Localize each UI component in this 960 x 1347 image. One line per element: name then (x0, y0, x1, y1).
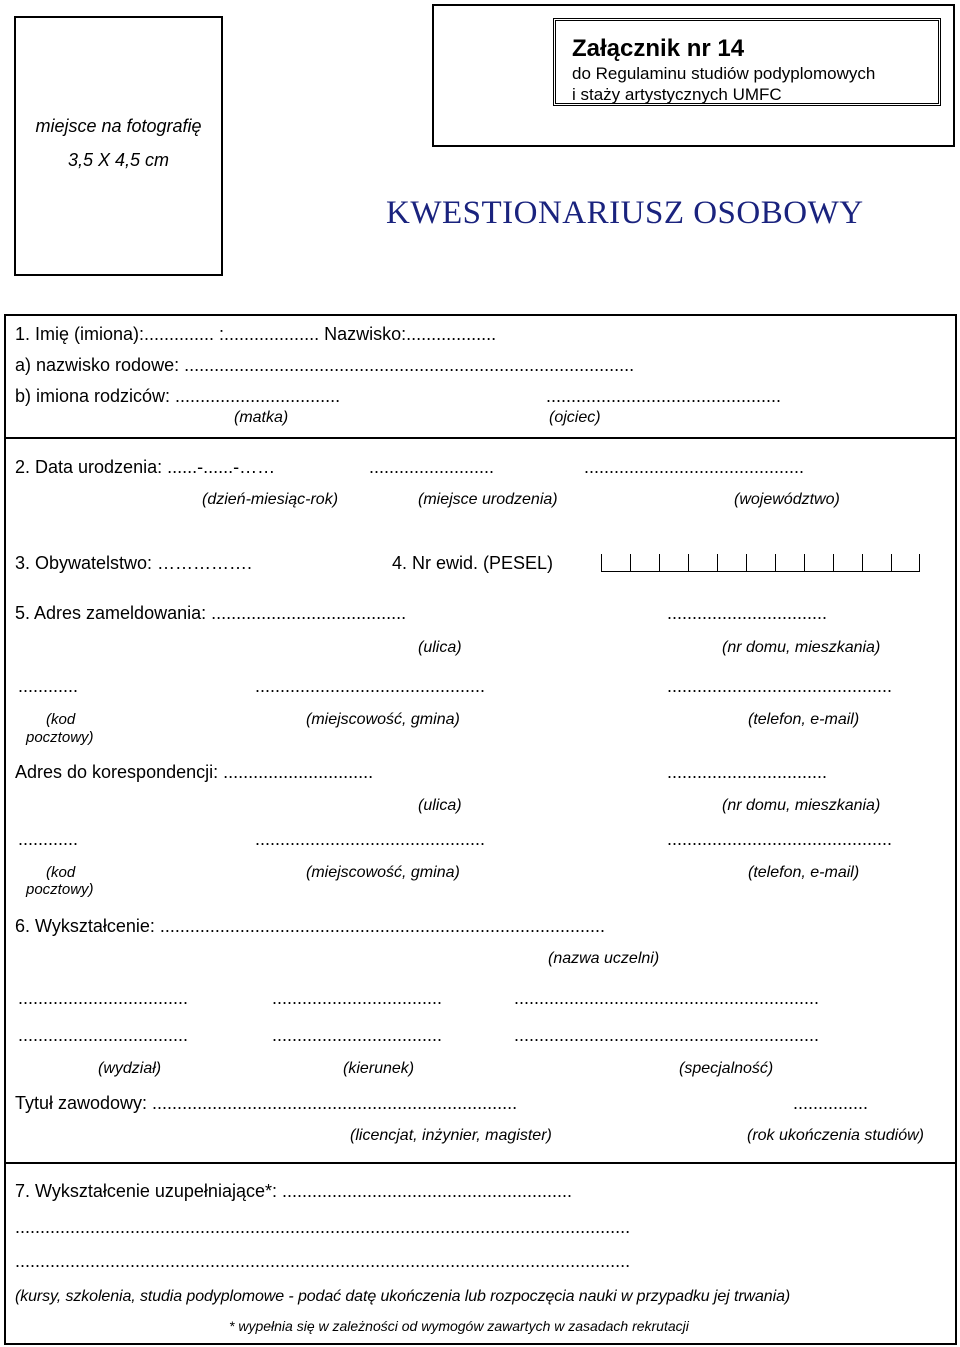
caption-year: (rok ukończenia studiów) (747, 1127, 924, 1144)
photo-placeholder (14, 16, 223, 276)
address-street-field[interactable]: 5. Adres zameldowania: ....................................... (15, 603, 407, 623)
name-field[interactable]: 1. Imię (imiona):.............. :................... Nazwisko:.................. (15, 324, 497, 344)
birth-place-field[interactable]: ......................... (369, 457, 495, 477)
caption-corr-phone: (telefon, e-mail) (748, 864, 860, 881)
father-name-field[interactable]: ............................................... (546, 386, 782, 406)
maiden-name-field[interactable]: a) nazwisko rodowe: .......................................................................................... (15, 355, 635, 375)
corr-street-field[interactable]: Adres do korespondencji: .............................. (15, 762, 374, 782)
caption-city: (miejscowość, gmina) (306, 711, 460, 728)
pesel-boxes[interactable] (601, 554, 924, 572)
additional-education-field[interactable]: 7. Wykształcenie uzupełniające*: .......................................................... (15, 1181, 573, 1201)
attachment-box (553, 18, 941, 106)
divider (4, 437, 957, 439)
pesel-digit-box[interactable] (891, 554, 920, 572)
citizenship-field[interactable]: 3. Obywatelstwo: ……………. (15, 553, 253, 573)
caption-corr-house: (nr domu, mieszkania) (722, 797, 881, 814)
caption-field: (kierunek) (343, 1060, 415, 1077)
attachment-line2: i staży artystycznych UMFC (572, 85, 782, 104)
pesel-digit-box[interactable] (833, 554, 862, 572)
photo-size: 3,5 X 4,5 cm (67, 150, 170, 170)
field-of-study-field[interactable]: .................................. (272, 988, 443, 1008)
caption-street: (ulica) (418, 639, 462, 656)
corr-city-field[interactable]: .............................................. (255, 829, 486, 849)
caption-place: (miejsce urodzenia) (418, 491, 558, 508)
caption-specialization: (specjalność) (679, 1060, 774, 1077)
pesel-digit-box[interactable] (862, 554, 891, 572)
photo-label: miejsce na fotografię (35, 116, 202, 136)
corr-postal-code-field[interactable]: ............ (18, 829, 79, 849)
caption-father: (ojciec) (549, 409, 601, 426)
field-of-study-field-2[interactable]: .................................. (272, 1025, 443, 1045)
specialization-field[interactable]: ............................................................. (514, 988, 820, 1008)
caption-degree: (licencjat, inżynier, magister) (350, 1127, 552, 1144)
caption-province: (województwo) (734, 491, 840, 508)
additional-education-line-2[interactable]: ........................................................................................................................... (15, 1217, 631, 1237)
caption-additional-education: (kursy, szkolenia, studia podyplomowe - podać datę ukończenia lub rozpoczęcia nauki w przypadku jej trwania) (15, 1288, 791, 1305)
specialization-field-2[interactable]: ............................................................. (514, 1025, 820, 1045)
caption-corr-city: (miejscowość, gmina) (306, 864, 460, 881)
pesel-digit-box[interactable] (630, 554, 659, 572)
city-field[interactable]: .............................................. (255, 676, 486, 696)
birth-date-field[interactable]: 2. Data urodzenia: ......-......-…… (15, 457, 276, 477)
address-house-field[interactable]: ................................ (667, 603, 828, 623)
pesel-digit-box[interactable] (601, 554, 630, 572)
pesel-digit-box[interactable] (688, 554, 717, 572)
graduation-year-field[interactable]: ............... (793, 1093, 869, 1113)
province-field[interactable]: ............................................ (584, 457, 805, 477)
attachment-title: Załącznik nr 14 (572, 35, 745, 62)
postal-code-field[interactable]: ............ (18, 676, 79, 696)
professional-title-field[interactable]: Tytuł zawodowy: ......................................................................... (15, 1093, 518, 1113)
footnote: * wypełnia się w zależności od wymogów zawartych w zasadach rekrutacji (229, 1318, 689, 1334)
phone-field[interactable]: ............................................. (667, 676, 893, 696)
caption-postal: (kod (46, 711, 76, 728)
mother-name-field[interactable]: b) imiona rodziców: ................................. (15, 386, 341, 406)
caption-university: (nazwa uczelni) (548, 950, 660, 967)
caption-date: (dzień-miesiąc-rok) (202, 491, 339, 508)
caption-faculty: (wydział) (98, 1060, 162, 1077)
faculty-field[interactable]: .................................. (18, 988, 189, 1008)
divider (4, 1162, 957, 1164)
pesel-digit-box[interactable] (717, 554, 746, 572)
pesel-digit-box[interactable] (804, 554, 833, 572)
corr-phone-field[interactable]: ............................................. (667, 829, 893, 849)
corr-house-field[interactable]: ................................ (667, 762, 828, 782)
additional-education-line-3[interactable]: ........................................................................................................................... (15, 1251, 631, 1271)
pesel-label: 4. Nr ewid. (PESEL) (392, 553, 554, 573)
form-title: KWESTIONARIUSZ OSOBOWY (386, 195, 864, 231)
attachment-line1: do Regulaminu studiów podyplomowych (572, 64, 876, 83)
caption-corr-street: (ulica) (418, 797, 462, 814)
pesel-digit-box[interactable] (775, 554, 804, 572)
pesel-digit-box[interactable] (659, 554, 688, 572)
caption-phone: (telefon, e-mail) (748, 711, 860, 728)
university-field[interactable]: 6. Wykształcenie: ......................................................................................... (15, 916, 605, 936)
caption-mother: (matka) (234, 409, 289, 426)
caption-postal-2: pocztowy) (26, 729, 94, 746)
caption-house: (nr domu, mieszkania) (722, 639, 881, 656)
faculty-field-2[interactable]: .................................. (18, 1025, 189, 1045)
caption-corr-postal-2: pocztowy) (26, 881, 94, 898)
caption-corr-postal: (kod (46, 864, 76, 881)
pesel-digit-box[interactable] (746, 554, 775, 572)
